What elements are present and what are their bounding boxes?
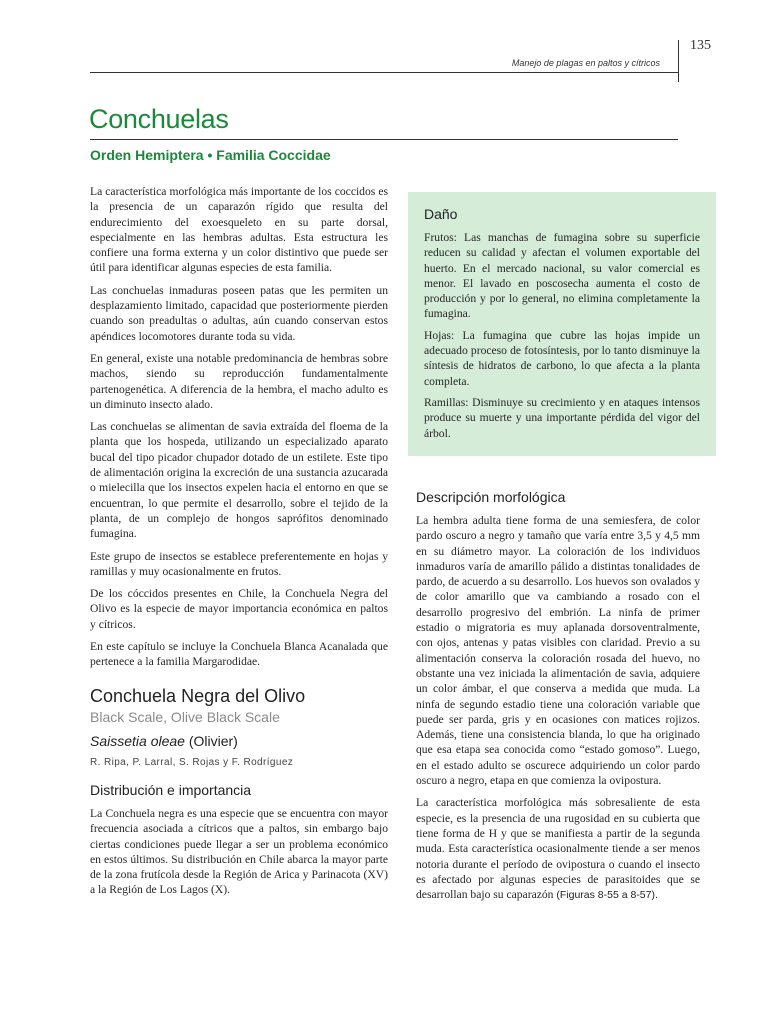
right-column	[416, 192, 700, 910]
morphology-title: Descripción morfológica	[416, 489, 566, 505]
morphology-paragraph-text: La característica morfológica más sobresaliente de esta especie, es la presencia de una rugosidad en su cubierta que tiene forma de H y que se manifiesta a partir de la segunda muda. Esta característica ocasionalmente tiende a ser menos notoria durante el período de ovipostura o cuando el insecto es afectado por algunas especies de parasitoides que se desarrollan bajo su caparazón	[416, 796, 700, 902]
damage-paragraph: Frutos: Las manchas de fumagina sobre su superficie reducen su calidad y afectan el volumen exportable del huerto. En el mercado nacional, su valor comercial es menor. El lavado en poscosecha aumenta el costo de producción y por lo general, no elimina completamente la fumagina.	[424, 231, 700, 321]
header-vertical-rule	[678, 40, 679, 82]
intro-paragraph: En este capítulo se incluye la Conchuela Blanca Acanalada que pertenece a la familia Margarodidae.	[90, 640, 388, 669]
distribution-paragraph: La Conchuela negra es una especie que se encuentra con mayor frecuencia asociada a cítricos que a paltos, sin embargo bajo ciertas condiciones puede llegar a ser un problema económico en estos últimos. Su distribución en Chile abarca la mayor parte de la zona frutícola desde la Región de Arica y Parinacota (XV) a la Región de Los Lagos (X).	[90, 807, 388, 897]
species-scientific-name	[90, 733, 388, 749]
morphology-paragraph	[416, 795, 700, 903]
scientific-name: Saissetia oleae	[90, 733, 185, 749]
intro-paragraph: La característica morfológica más importante de los coccidos es la presencia de un caparazón rígido que resulta del endurecimiento del exoesqueleto en su parte dorsal, especialmente en las hembras adultas. Esta estructura les confiere una forma externa y un color distintivo que puede ser útil para identificar algunas especies de esta familia.	[90, 185, 388, 275]
figure-reference: (Figuras 8-55 a 8-57).	[556, 889, 658, 902]
chapter-title: Conchuelas	[89, 104, 229, 134]
header-rule	[90, 72, 678, 73]
scientific-authority: (Olivier)	[188, 733, 238, 749]
damage-paragraph: Ramillas: Disminuye su crecimiento y en ataques intensos produce su muerte y una importante pérdida del vigor del árbol.	[424, 395, 700, 440]
intro-paragraph: Las conchuelas se alimentan de savia extraída del floema de la planta que los hospeda, utilizando un especializado aparato bucal del tipo picador chupador dotado de un estilete. Este tipo de alimentación origina la excreción de una sustancia azucarada o mielecilla que los insectos expelen hacia el entorno en que se encuentran, lo que permite el desarrollo, sobre el tejido de la planta, de un complejo de hongos saprófitos denominado fumagina.	[90, 420, 388, 541]
species-common-names: Black Scale, Olive Black Scale	[90, 709, 280, 725]
title-rule	[90, 139, 678, 140]
taxonomy-subtitle: Orden Hemiptera • Familia Coccidae	[90, 147, 331, 163]
damage-paragraph: Hojas: La fumagina que cubre las hojas impide un adecuado proceso de fotosíntesis, por lo tanto disminuye la síntesis de hidratos de carbono, lo que afecta a la planta completa.	[424, 328, 700, 388]
damage-box	[408, 192, 716, 456]
morphology-paragraph: La hembra adulta tiene forma de una semiesfera, de color pardo oscuro a negro y tamaño que varía entre 3,5 y 4,5 mm en su diámetro mayor. La coloración de los individuos inmaduros varía de amarillo pálido a distintas tonalidades de pardo, de acuerdo a su desarrollo. Los huevos son ovalados y de color amarillo que va cambiando a rosado con el desarrollo progresivo del embrión. La ninfa de primer estadio o migratoria es muy aplanada dorsoventralmente, con ojos, antenas y patas visibles con claridad. Previo a su alimentación conserva la coloración rosada del huevo, no obstante una vez iniciada la alimentación de savia, adquiere un color ámbar, el que conserva a medida que muda. La ninfa de segundo estadio tiene una coloración variable que puede ser parda, gris y en ocasiones con matices rojizos. Además, tiene una consistencia blanda, lo que ha originado que esa etapa sea conocida como “estado gomoso”. Luego, en el estado adulto se oscurece adquiriendo un color pardo oscuro a negro, etapa en que comienza la ovipostura.	[416, 514, 700, 788]
intro-paragraph: Este grupo de insectos se establece preferentemente en hojas y ramillas y muy ocasionalmente en frutos.	[90, 549, 388, 578]
damage-title: Daño	[424, 206, 458, 222]
distribution-title: Distribución e importancia	[90, 782, 252, 798]
authors-line: R. Ripa, P. Larral, S. Rojas y F. Rodríguez	[90, 757, 294, 768]
running-header: Manejo de plagas en paltos y cítricos	[511, 58, 660, 68]
intro-section	[90, 184, 388, 686]
left-column	[90, 184, 388, 905]
intro-paragraph: De los cóccidos presentes en Chile, la Conchuela Negra del Olivo es la especie de mayor importancia económica en paltos y cítricos.	[90, 587, 388, 631]
species-title: Conchuela Negra del Olivo	[90, 686, 306, 706]
intro-paragraph: En general, existe una notable predominancia de hembras sobre machos, siendo su reproducción fundamentalmente partenogenética. A diferencia de la hembra, el macho adulto es un diminuto insecto alado.	[90, 351, 388, 411]
intro-paragraph: Las conchuelas inmaduras poseen patas que les permiten un desplazamiento limitado, capacidad que posteriormente pierden cuando son preadultas o adultas, aún cuando conservan estos apéndices locomotores durante toda su vida.	[90, 283, 388, 343]
page-number: 135	[690, 38, 711, 53]
